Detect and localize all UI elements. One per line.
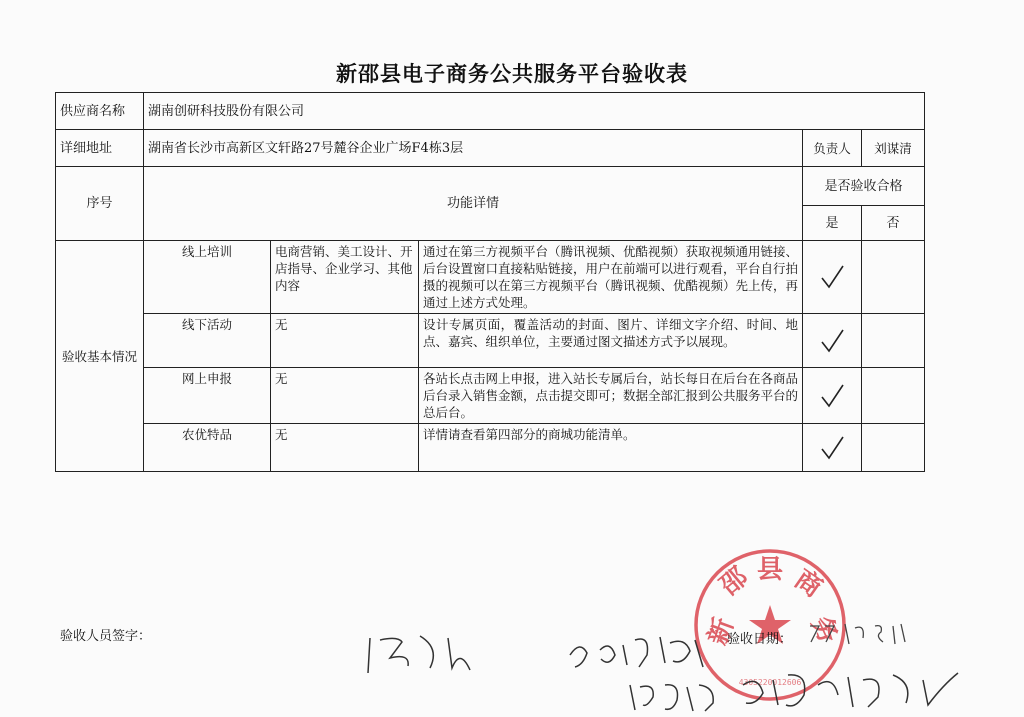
row-detail: 详情请查看第四部分的商城功能清单。 <box>419 424 803 472</box>
checkmark-icon <box>817 326 847 356</box>
owner-value: 刘谋清 <box>862 130 925 167</box>
table-row <box>56 424 925 472</box>
svg-text:邵: 邵 <box>714 561 754 602</box>
owner-label: 负责人 <box>803 130 862 167</box>
row-name: 线上培训 <box>144 241 271 314</box>
svg-text:县: 县 <box>757 555 784 585</box>
row-name: 网上申报 <box>144 368 271 424</box>
row-scope: 无 <box>271 314 419 368</box>
row-scope: 无 <box>271 424 419 472</box>
row-detail: 各站长点击网上申报，进入站长专属后台，站长每日在后台在各商品后台录入销售金额，点击提交即可；数据全部汇报到公共服务平台的总后台。 <box>419 368 803 424</box>
row-name: 线下活动 <box>144 314 271 368</box>
handwritten-signature <box>565 625 715 675</box>
handwritten-signature <box>360 628 480 678</box>
table-row <box>56 368 925 424</box>
svg-text:务: 务 <box>805 611 844 648</box>
handwritten-date <box>805 618 915 648</box>
no-header: 否 <box>862 206 925 241</box>
yes-header: 是 <box>803 206 862 241</box>
row-fail-cell <box>862 424 925 472</box>
row-scope: 电商营销、美工设计、开店指导、企业学习、其他内容 <box>271 241 419 314</box>
svg-text:商: 商 <box>788 564 828 604</box>
row-pass-cell <box>803 368 862 424</box>
supplier-label: 供应商名称 <box>56 93 144 130</box>
section-label: 验收基本情况 <box>56 241 144 472</box>
handwritten-signature <box>625 675 725 715</box>
supplier-value: 湖南创研科技股份有限公司 <box>144 93 925 130</box>
handwritten-signature <box>738 665 968 715</box>
checkmark-icon <box>817 433 847 463</box>
row-pass-cell <box>803 241 862 314</box>
address-label: 详细地址 <box>56 130 144 167</box>
date-label: 验收日期： <box>727 632 793 647</box>
row-detail: 设计专属页面，覆盖活动的封面、图片、详细文字介绍、时间、地点、嘉宾、组织单位，主要通过图文描述方式予以展现。 <box>419 314 803 368</box>
svg-text:4305220012606: 4305220012606 <box>738 678 802 687</box>
checkmark-icon <box>817 262 847 292</box>
row-scope: 无 <box>271 368 419 424</box>
form-title: 新邵县电子商务公共服务平台验收表 <box>336 61 688 86</box>
row-fail-cell <box>862 368 925 424</box>
row-detail: 通过在第三方视频平台（腾讯视频、优酷视频）获取视频通用链接、后台设置窗口直接粘贴链接，用户在前端可以进行观看，平台自行拍摄的视频可以在第三方视频平台（腾讯视频、优酷视频）先上传，再通过上述方式处理。 <box>419 241 803 314</box>
row-fail-cell <box>862 241 925 314</box>
row-pass-cell <box>803 424 862 472</box>
row-pass-cell <box>803 314 862 368</box>
row-name: 农优特品 <box>144 424 271 472</box>
signature-label: 验收人员签字： <box>60 629 152 644</box>
address-value: 湖南省长沙市高新区文轩路27号麓谷企业广场F4栋3层 <box>144 130 803 167</box>
pass-header: 是否验收合格 <box>803 167 925 206</box>
row-fail-cell <box>862 314 925 368</box>
table-row <box>56 241 925 314</box>
table-row <box>56 314 925 368</box>
svg-text:新: 新 <box>702 614 740 650</box>
detail-header: 功能详情 <box>144 167 803 241</box>
seq-header: 序号 <box>56 167 144 241</box>
acceptance-table <box>55 92 925 472</box>
checkmark-icon <box>817 381 847 411</box>
